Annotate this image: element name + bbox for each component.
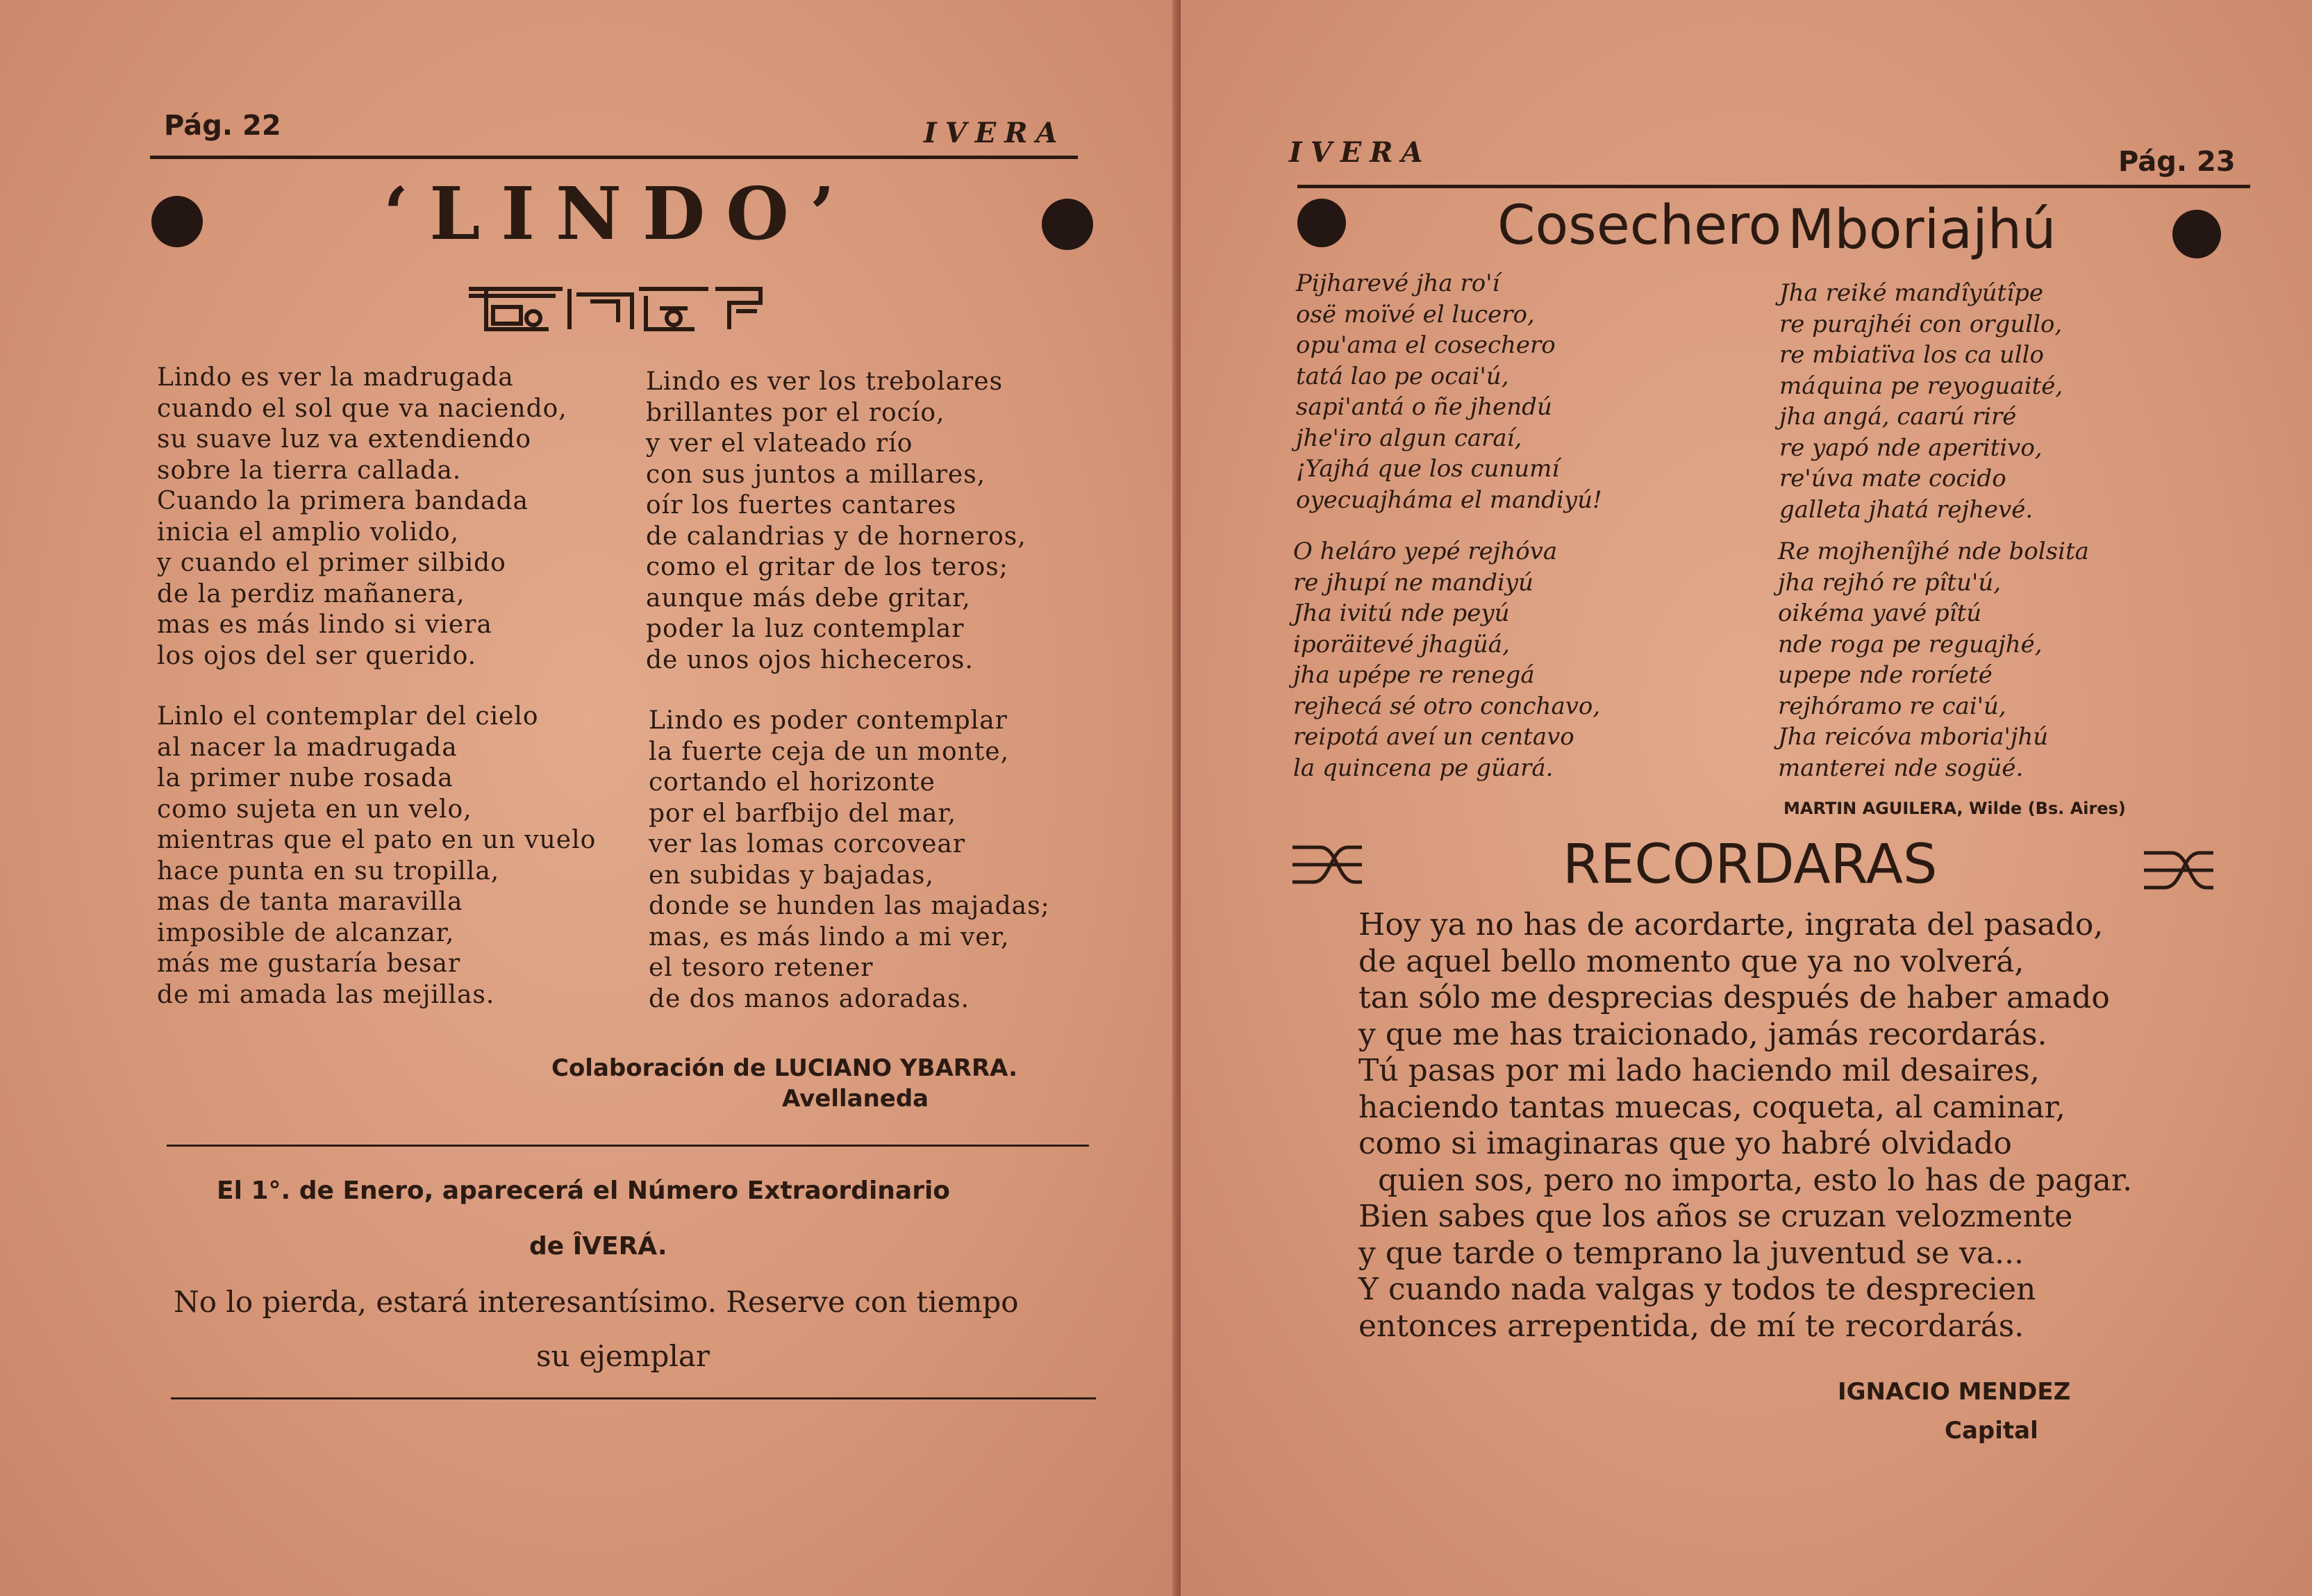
recordaras-author-place: Capital	[1945, 1417, 2038, 1445]
ornament-dot-left	[1297, 199, 1346, 247]
poem-title-lindo: ‘LINDO’	[383, 171, 856, 256]
cosechero-stanza-4: Re mojhenîjhé nde bolsita jha rejhó re pîtu'ú, oikéma yavé pîtú nde roga pe reguajhé, upepe nde roríeté rejhóramo re cai'ú, Jha reicóva mboria'jhú manterei nde sogüé.	[1778, 538, 2089, 782]
poem-title-recordaras: RECORDARAS	[1563, 833, 1938, 896]
lindo-author-credit: Colaboración de LUCIANO YBARRA.	[551, 1054, 1018, 1082]
lindo-stanza-4: Lindo es poder contemplar la fuerte ceja de un monte, cortando el horizonte por el barfbijo del mar, ver las lomas corcovear en subidas y bajadas, donde se hunden las majadas; mas, es más lindo a mi ver, el tesoro retener de dos manos adoradas.	[649, 706, 1050, 1013]
notice-magazine-name: de ÎVERÁ.	[529, 1232, 667, 1261]
header-rule-left	[150, 156, 1078, 159]
recordaras-poem: Hoy ya no has de acordarte, ingrata del pasado, de aquel bello momento que ya no volverá, tan sólo me desprecias después de haber amado y que me has traicionado, jamás recordarás. Tú pasas por mi lado haciendo mil desaires, haciendo tantas muecas, coqueta, al caminar, como si imaginaras que yo habré olvidado quien sos, pero no importa, esto lo has de pagar. Bien sabes que los años se cruzan velozmente y que tarde o temprano la juventud se va... Y cuando nada valgas y todos te desprecien entonces arrepentida, de mí te recordarás.	[1358, 907, 2133, 1344]
magazine-name-right: IVERA	[1289, 136, 1431, 169]
lindo-author-place: Avellaneda	[782, 1085, 929, 1113]
cosechero-author-credit: MARTIN AGUILERA, Wilde (Bs. Aires)	[1783, 799, 2126, 818]
lindo-stanza-1: Lindo es ver la madrugada cuando el sol que va naciendo, su suave luz va extendiendo sobre la tierra callada. Cuando la primera bandada inicia el amplio volido, y cuando el primer silbido de la perdiz mañanera, mas es más lindo si viera los ojos del ser querido.	[157, 363, 567, 670]
page-number-right: Pág. 23	[2118, 146, 2236, 178]
poem-title-mboriajhu: Mboriajhú	[1788, 199, 2056, 261]
notice-headline: El 1°. de Enero, aparecerá el Número Extraordinario	[217, 1177, 951, 1205]
ornament-dot-right	[1042, 199, 1093, 250]
lindo-stanza-3: Linlo el contemplar del cielo al nacer la madrugada la primer nube rosada como sujeta en un velo, mientras que el pato en un vuelo hace punta en su tropilla, mas de tanta maravilla imposible de alcanzar, más me gustaría besar de mi amada las mejillas.	[157, 702, 597, 1009]
cosechero-stanza-2: Jha reiké mandîyútîpe re purajhéi con orgullo, re mbiatïva los ca ullo máquina pe reyoguaité, jha angá, caarú riré re yapó nde aperitivo, re'úva mate cocido galleta jhatá rejhevé.	[1779, 279, 2063, 524]
decorative-border-ornament	[465, 281, 764, 338]
cosechero-stanza-1: Pijharevé jha ro'í osë moïvé el lucero, opu'ama el cosechero tatá lao pe ocai'ú, sapi'antá o ñe jhendú jhe'iro algun caraí, ¡Yajhá que los cunumí oyecuajháma el mandiyú!	[1296, 269, 1602, 514]
magazine-name-left: IVERA	[924, 117, 1066, 149]
ornament-dot-left	[151, 196, 203, 247]
notice-rule-bottom	[171, 1397, 1096, 1399]
right-page	[1181, 0, 2312, 1596]
ornament-dot-right	[2172, 210, 2221, 258]
notice-body-end: su ejemplar	[536, 1339, 710, 1373]
lindo-stanza-2: Lindo es ver los trebolares brillantes por el rocío, y ver el vlateado río con sus juntos a millares, oír los fuertes cantares de calandrias y de horneros, como el gritar de los teros; aunque más debe gritar, poder la luz contemplar de unos ojos hicheceros.	[646, 367, 1026, 674]
decorative-scroll-icon-right	[2140, 847, 2217, 893]
notice-body: No lo pierda, estará interesantísimo. Reserve con tiempo	[174, 1285, 1019, 1319]
header-rule-right	[1297, 185, 2250, 188]
poem-title-cosechero: Cosechero	[1497, 194, 1782, 257]
notice-rule-top	[167, 1145, 1089, 1147]
page-number-left: Pág. 22	[164, 110, 281, 142]
recordaras-author-name: IGNACIO MENDEZ	[1838, 1378, 2071, 1406]
cosechero-stanza-3: O heláro yepé rejhóva re jhupí ne mandiyú Jha ivitú nde peyú iporäitevé jhagüá, jha upépe re renegá rejhecá sé otro conchavo, reipotá aveí un centavo la quincena pe güará.	[1293, 538, 1601, 782]
decorative-scroll-icon-left	[1289, 842, 1365, 888]
